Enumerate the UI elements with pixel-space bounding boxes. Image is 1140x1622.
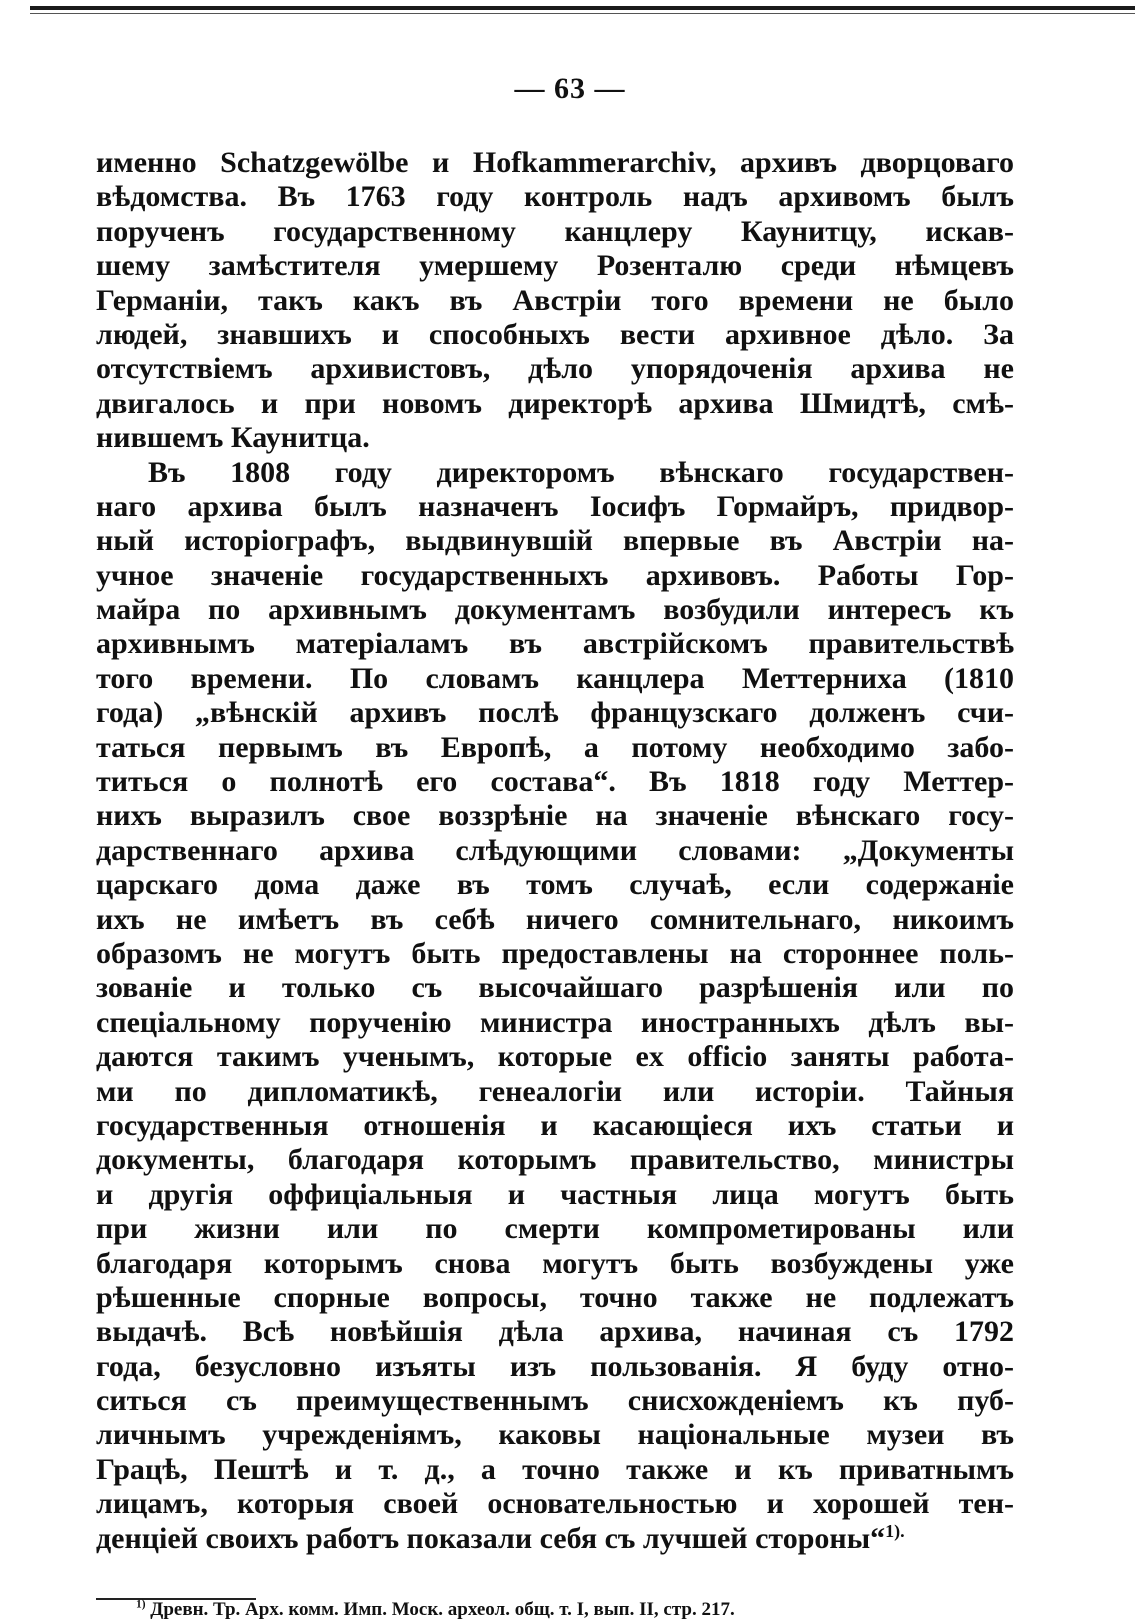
text-line: учное значеніе государственныхъ архивовъ. Работы Гор- [96,558,1014,592]
text-line: выдачѣ. Всѣ новѣйшія дѣла архива, начиная съ 1792 [96,1315,1014,1349]
text-line: дарственнаго архива слѣдующими словами: „Документы [96,833,1014,867]
text-line: при жизни или по смерти компрометированы или [96,1212,1014,1246]
text-line: лицамъ, которыя своей основательностью и хорошей тен- [96,1487,1014,1521]
text-line: отсутствіемъ архивистовъ, дѣло упорядоченія архива не [96,352,1014,386]
text-line: нихъ выразилъ свое воззрѣніе на значеніе вѣнскаго госу- [96,799,1014,833]
text-line: личнымъ учрежденіямъ, каковы національные музеи въ [96,1418,1014,1452]
text-line: ми по дипломатикѣ, генеалогіи или исторіи. Тайныя [96,1074,1014,1108]
text-line: государственныя отношенія и касающіеся ихъ статьи и [96,1108,1014,1142]
footnote-marker: 1) [136,1598,146,1611]
page-number: — 63 — [514,72,626,105]
text-line: двигалось и при новомъ директорѣ архива Шмидтѣ, смѣ- [96,386,1014,420]
footnote-text: Древн. Тр. Арх. комм. Имп. Моск. археол. общ. т. I, вып. II, стр. 217. [150,1599,735,1620]
text-line: вѣдомства. Въ 1763 году контроль надъ архивомъ былъ [96,180,1014,214]
text-line: образомъ не могутъ быть предоставлены на стороннее поль- [96,936,1014,970]
text-line: ный исторіографъ, выдвинувшій впервые въ Австріи на- [96,524,1014,558]
footnote [136,1599,735,1621]
text-line: царскаго дома даже въ томъ случаѣ, если содержаніе [96,868,1014,902]
text-line: титься о полнотѣ его состава“. Въ 1818 году Меттер- [96,765,1014,799]
text-line: именно Schatzgewölbe и Hofkammerarchiv, архивъ дворцоваго [96,146,1014,179]
text-line: таться первымъ въ Европѣ, а потому необходимо забо- [96,730,1014,764]
paragraph-start-line: Въ 1808 году директоромъ вѣнскаго государствен- [148,455,1014,489]
text-line: шему замѣстителя умершему Розенталю среди нѣмцевъ [96,249,1014,283]
text-line: Германіи, такъ какъ въ Австріи того времени не было [96,283,1014,317]
top-border-thin-rule [30,13,1135,14]
text-line: рѣшенные спорные вопросы, точно также не подлежатъ [96,1280,1014,1314]
text-line: Грацѣ, Пештѣ и т. д., а точно также и къ приватнымъ [96,1452,1014,1486]
top-border-rule [30,6,1135,10]
text-line: зованіе и только съ высочайшаго разрѣшенія или по [96,971,1014,1005]
text-line: года) „вѣнскій архивъ послѣ французскаго долженъ счи- [96,696,1014,730]
text-line: благодаря которымъ снова могутъ быть возбуждены уже [96,1246,1014,1280]
text-line: майра по архивнымъ документамъ возбудили интересъ къ [96,593,1014,627]
text-line: и другія оффиціальныя и частныя лица могутъ быть [96,1177,1014,1211]
text-line: документы, благодаря которымъ правительство, министры [96,1143,1014,1177]
text-line: наго архива былъ назначенъ Іосифъ Гормайръ, придвор- [96,489,1014,523]
text-line: ихъ не имѣетъ въ себѣ ничего сомнительнаго, никоимъ [96,902,1014,936]
footnote-reference[interactable]: 1). [885,1520,905,1541]
text-line: нившемъ Каунитца. [96,421,370,455]
text-line: года, безусловно изъяты изъ пользованія. Я буду отно- [96,1349,1014,1383]
text-line: порученъ государственному канцлеру Каунитцу, искав- [96,214,1014,248]
text-line: спеціальному порученію министра иностранныхъ дѣлъ вы- [96,1005,1014,1039]
text-line: архивнымъ матеріаламъ въ австрійскомъ правительствѣ [96,627,1014,661]
text-line: людей, знавшихъ и способныхъ вести архивное дѣло. За [96,317,1014,351]
final-line-text: денціей своихъ работъ показали себя съ лучшей стороны“ [96,1521,886,1555]
text-line: ситься съ преимущественнымъ снисхожденіемъ къ пуб- [96,1384,1014,1418]
text-line: даются такимъ ученымъ, которые ex officio заняты работа- [96,1040,1014,1074]
text-line-final [96,1522,1014,1556]
body-text [96,146,1014,1556]
text-line: того времени. По словамъ канцлера Меттерниха (1810 [96,661,1014,695]
